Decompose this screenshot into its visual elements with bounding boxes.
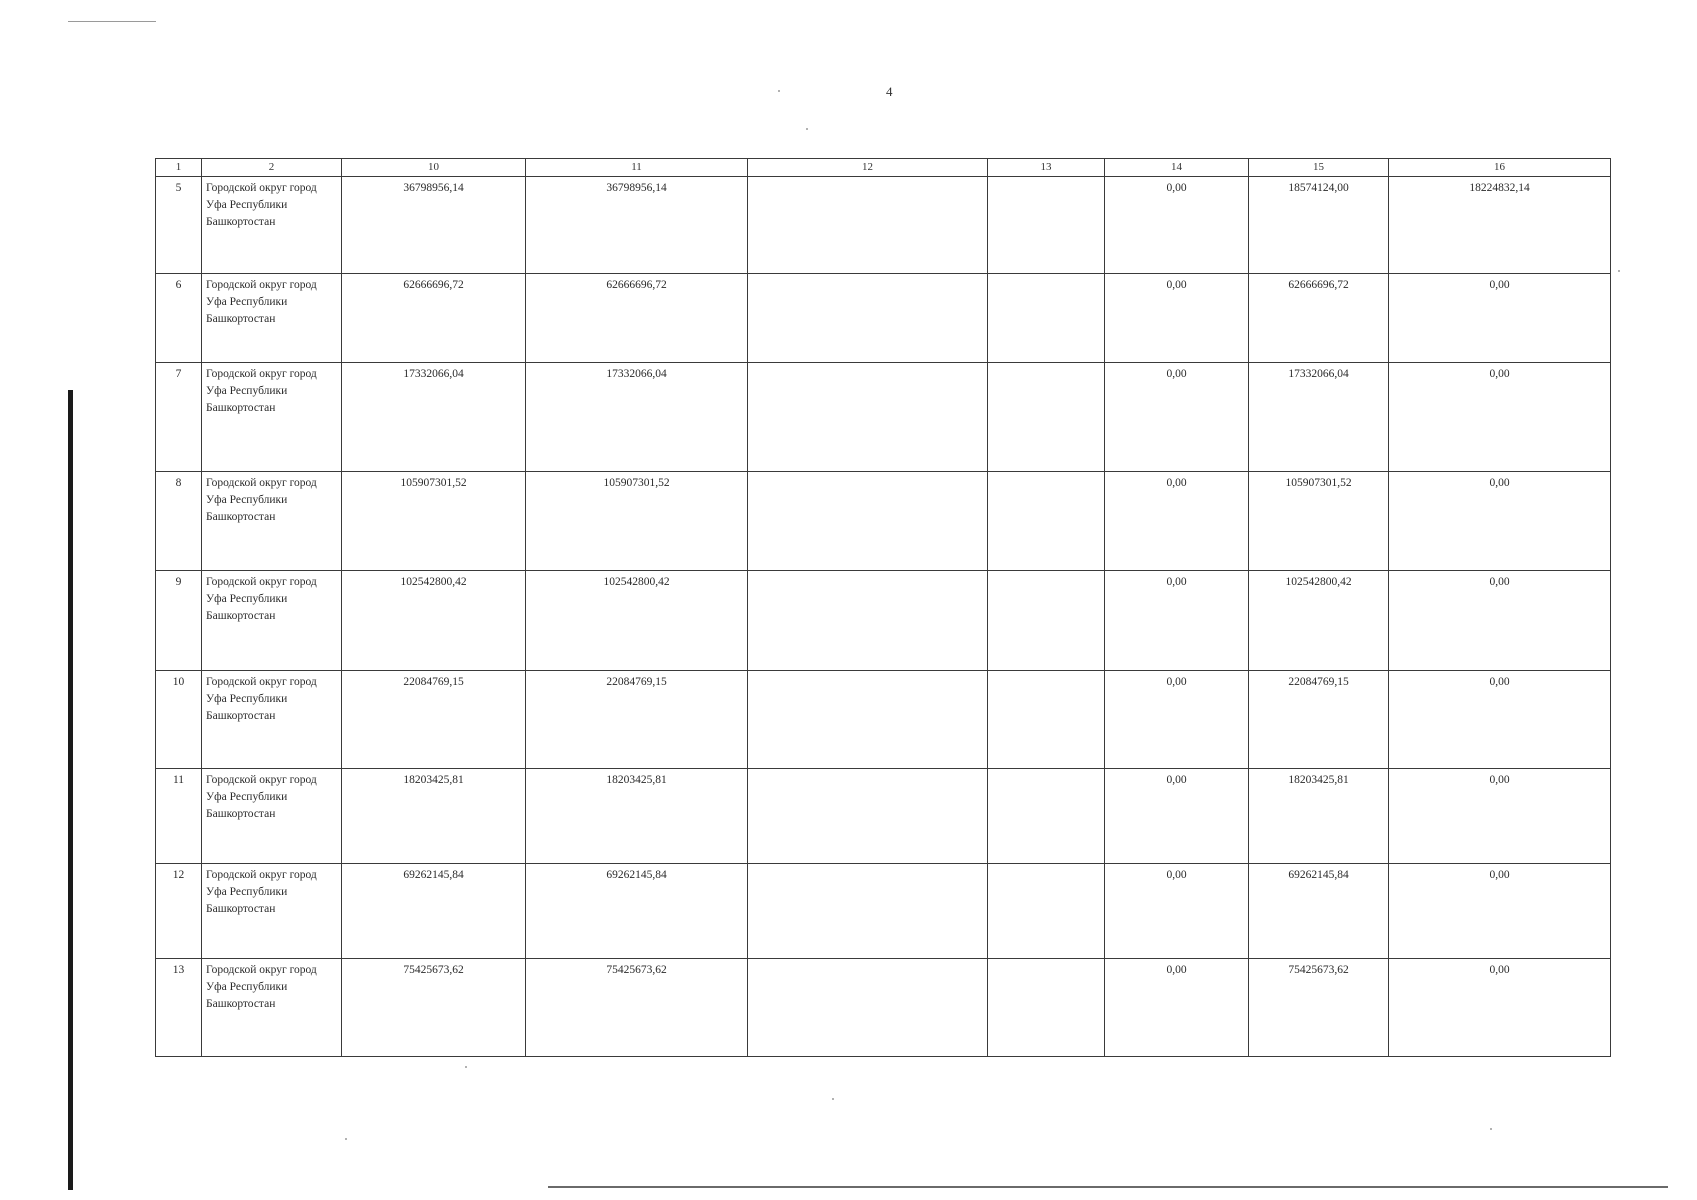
value-cell-col-13 (988, 671, 1105, 769)
value-cell-col-14: 0,00 (1105, 671, 1249, 769)
row-number-cell: 11 (156, 769, 202, 864)
value-cell-col-15: 18574124,00 (1249, 177, 1389, 274)
value-cell-col-15: 17332066,04 (1249, 363, 1389, 472)
row-number-cell: 5 (156, 177, 202, 274)
municipality-name-line: Уфа Республики (206, 494, 288, 506)
scan-speck (806, 128, 808, 130)
municipality-name-cell (202, 571, 342, 671)
data-table (155, 158, 1611, 1057)
column-header: 10 (342, 159, 526, 177)
municipality-name-line: Башкортостан (206, 402, 276, 414)
municipality-name-line: Башкортостан (206, 313, 276, 325)
municipality-name-cell (202, 671, 342, 769)
value-cell-col-14: 0,00 (1105, 472, 1249, 571)
table-row (156, 671, 1611, 769)
value-cell-col-16: 0,00 (1389, 959, 1611, 1057)
value-cell-col-16: 0,00 (1389, 864, 1611, 959)
scan-speck (1490, 1128, 1492, 1130)
value-cell-col-13 (988, 864, 1105, 959)
municipality-name-cell (202, 472, 342, 571)
row-number-cell: 13 (156, 959, 202, 1057)
column-header: 11 (526, 159, 748, 177)
value-cell-col-13 (988, 959, 1105, 1057)
value-cell-col-15: 62666696,72 (1249, 274, 1389, 363)
table-row (156, 571, 1611, 671)
scan-artifact-bottom-line (548, 1186, 1668, 1188)
value-cell-col-11: 105907301,52 (526, 472, 748, 571)
value-cell-col-16: 0,00 (1389, 671, 1611, 769)
scan-artifact-left-bar (68, 390, 73, 1190)
column-header: 12 (748, 159, 988, 177)
value-cell-col-12 (748, 363, 988, 472)
value-cell-col-10: 62666696,72 (342, 274, 526, 363)
scan-speck (832, 1098, 834, 1100)
value-cell-col-12 (748, 769, 988, 864)
municipality-name-line: Башкортостан (206, 903, 276, 915)
column-header: 13 (988, 159, 1105, 177)
row-number-cell: 7 (156, 363, 202, 472)
value-cell-col-10: 18203425,81 (342, 769, 526, 864)
municipality-name-line: Башкортостан (206, 610, 276, 622)
value-cell-col-11: 36798956,14 (526, 177, 748, 274)
value-cell-col-16: 0,00 (1389, 571, 1611, 671)
data-table-container (155, 158, 1610, 1057)
column-header: 14 (1105, 159, 1249, 177)
municipality-name-line: Городской округ город (206, 774, 317, 786)
municipality-name-cell (202, 959, 342, 1057)
row-number-cell: 6 (156, 274, 202, 363)
value-cell-col-14: 0,00 (1105, 769, 1249, 864)
table-row (156, 959, 1611, 1057)
row-number-cell: 8 (156, 472, 202, 571)
value-cell-col-13 (988, 472, 1105, 571)
value-cell-col-12 (748, 571, 988, 671)
value-cell-col-12 (748, 472, 988, 571)
municipality-name-line: Городской округ город (206, 182, 317, 194)
column-header: 15 (1249, 159, 1389, 177)
value-cell-col-12 (748, 177, 988, 274)
municipality-name-cell (202, 177, 342, 274)
municipality-name-line: Башкортостан (206, 998, 276, 1010)
value-cell-col-11: 18203425,81 (526, 769, 748, 864)
municipality-name-line: Городской округ город (206, 964, 317, 976)
value-cell-col-15: 105907301,52 (1249, 472, 1389, 571)
value-cell-col-10: 22084769,15 (342, 671, 526, 769)
value-cell-col-12 (748, 864, 988, 959)
municipality-name-cell (202, 274, 342, 363)
municipality-name-line: Уфа Республики (206, 791, 288, 803)
value-cell-col-14: 0,00 (1105, 363, 1249, 472)
column-header: 1 (156, 159, 202, 177)
value-cell-col-16: 18224832,14 (1389, 177, 1611, 274)
scan-speck (345, 1138, 347, 1140)
municipality-name-line: Башкортостан (206, 216, 276, 228)
value-cell-col-16: 0,00 (1389, 769, 1611, 864)
table-row (156, 177, 1611, 274)
municipality-name-cell (202, 864, 342, 959)
value-cell-col-14: 0,00 (1105, 571, 1249, 671)
scan-speck (465, 1066, 467, 1068)
value-cell-col-10: 36798956,14 (342, 177, 526, 274)
municipality-name-cell (202, 363, 342, 472)
municipality-name-line: Уфа Республики (206, 199, 288, 211)
value-cell-col-14: 0,00 (1105, 864, 1249, 959)
value-cell-col-13 (988, 571, 1105, 671)
value-cell-col-15: 102542800,42 (1249, 571, 1389, 671)
page-number: 4 (886, 84, 893, 99)
value-cell-col-14: 0,00 (1105, 274, 1249, 363)
value-cell-col-11: 69262145,84 (526, 864, 748, 959)
table-row (156, 363, 1611, 472)
value-cell-col-13 (988, 274, 1105, 363)
value-cell-col-11: 22084769,15 (526, 671, 748, 769)
municipality-name-line: Башкортостан (206, 710, 276, 722)
value-cell-col-10: 69262145,84 (342, 864, 526, 959)
value-cell-col-11: 75425673,62 (526, 959, 748, 1057)
value-cell-col-13 (988, 769, 1105, 864)
table-body (156, 177, 1611, 1057)
scan-artifact-top-line (68, 21, 156, 22)
municipality-name-line: Уфа Республики (206, 886, 288, 898)
municipality-name-line: Башкортостан (206, 511, 276, 523)
value-cell-col-15: 75425673,62 (1249, 959, 1389, 1057)
value-cell-col-11: 102542800,42 (526, 571, 748, 671)
table-row (156, 864, 1611, 959)
value-cell-col-10: 75425673,62 (342, 959, 526, 1057)
value-cell-col-13 (988, 177, 1105, 274)
municipality-name-line: Башкортостан (206, 808, 276, 820)
value-cell-col-15: 22084769,15 (1249, 671, 1389, 769)
column-header: 16 (1389, 159, 1611, 177)
value-cell-col-12 (748, 274, 988, 363)
municipality-name-line: Городской округ город (206, 279, 317, 291)
table-row (156, 274, 1611, 363)
table-row (156, 769, 1611, 864)
municipality-name-line: Уфа Республики (206, 296, 288, 308)
value-cell-col-14: 0,00 (1105, 959, 1249, 1057)
value-cell-col-13 (988, 363, 1105, 472)
value-cell-col-10: 102542800,42 (342, 571, 526, 671)
value-cell-col-11: 62666696,72 (526, 274, 748, 363)
column-header: 2 (202, 159, 342, 177)
value-cell-col-12 (748, 671, 988, 769)
row-number-cell: 12 (156, 864, 202, 959)
municipality-name-line: Уфа Республики (206, 593, 288, 605)
row-number-cell: 10 (156, 671, 202, 769)
municipality-name-line: Городской округ город (206, 576, 317, 588)
table-row (156, 472, 1611, 571)
municipality-name-line: Уфа Республики (206, 693, 288, 705)
row-number-cell: 9 (156, 571, 202, 671)
value-cell-col-11: 17332066,04 (526, 363, 748, 472)
municipality-name-line: Уфа Республики (206, 981, 288, 993)
value-cell-col-16: 0,00 (1389, 274, 1611, 363)
municipality-name-line: Городской округ город (206, 676, 317, 688)
value-cell-col-10: 105907301,52 (342, 472, 526, 571)
value-cell-col-12 (748, 959, 988, 1057)
value-cell-col-15: 18203425,81 (1249, 769, 1389, 864)
scan-speck (1618, 270, 1620, 272)
value-cell-col-16: 0,00 (1389, 363, 1611, 472)
municipality-name-line: Городской округ город (206, 869, 317, 881)
scan-speck (778, 90, 780, 92)
value-cell-col-15: 69262145,84 (1249, 864, 1389, 959)
municipality-name-line: Городской округ город (206, 477, 317, 489)
municipality-name-line: Уфа Республики (206, 385, 288, 397)
municipality-name-cell (202, 769, 342, 864)
municipality-name-line: Городской округ город (206, 368, 317, 380)
table-header-row (156, 159, 1611, 177)
value-cell-col-16: 0,00 (1389, 472, 1611, 571)
value-cell-col-10: 17332066,04 (342, 363, 526, 472)
value-cell-col-14: 0,00 (1105, 177, 1249, 274)
